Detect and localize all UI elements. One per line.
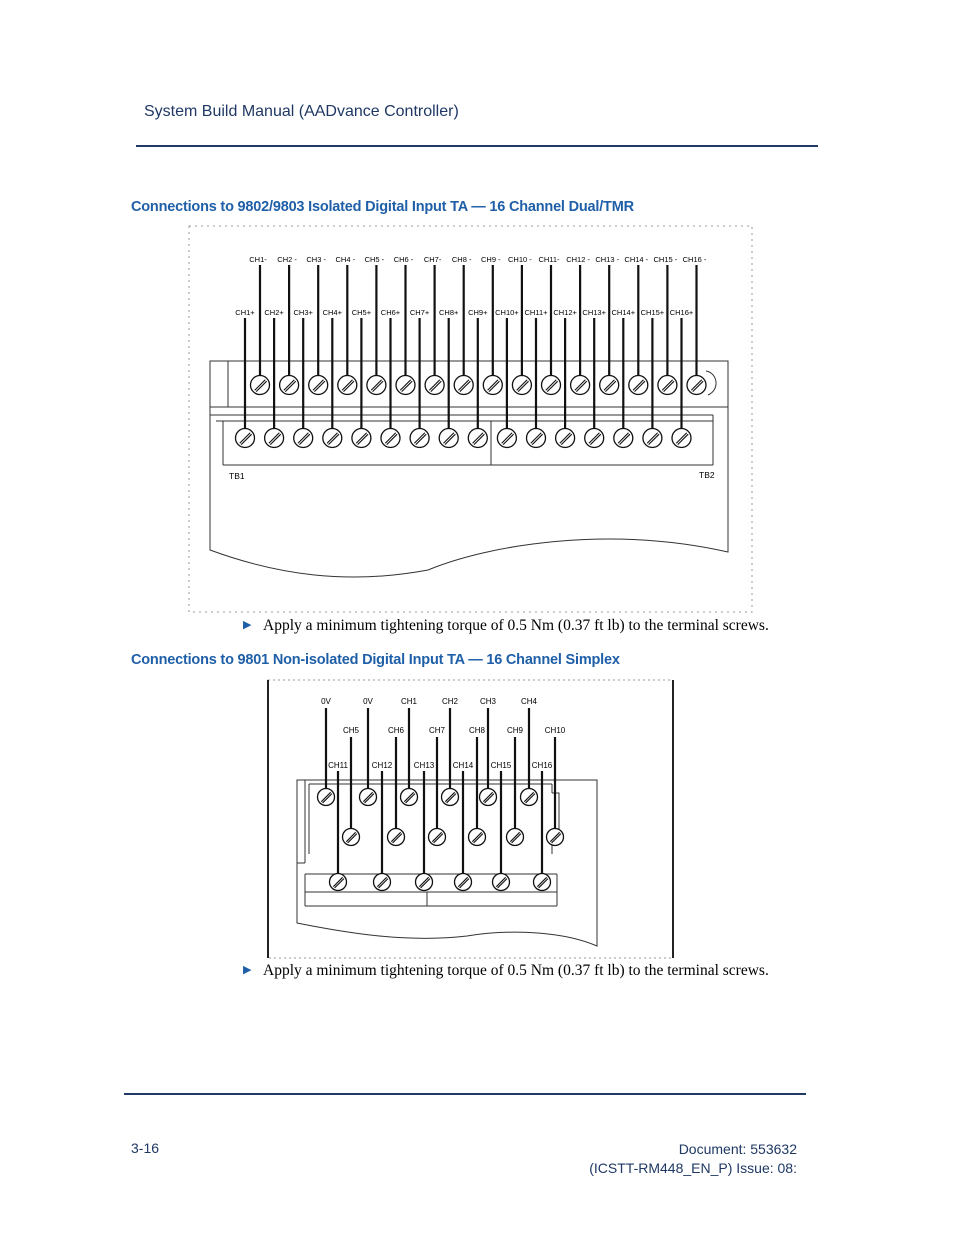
neg-channel-label: CH8 -	[451, 255, 472, 264]
pos-channel-label: CH7+	[409, 308, 430, 317]
terminal-screw	[521, 789, 538, 806]
pos-channel-label: CH8+	[439, 308, 459, 317]
channel-label: CH15	[490, 761, 512, 770]
terminal-screw	[614, 429, 633, 448]
neg-channel-label: CH1-	[249, 255, 267, 264]
terminal-screw	[374, 874, 391, 891]
terminal-screw	[330, 874, 347, 891]
terminal-screw	[367, 376, 386, 395]
channel-label: CH2	[441, 697, 459, 706]
torque-note-1-text: Apply a minimum tightening torque of 0.5 Nm (0.37 ft lb) to the terminal screws.	[263, 617, 769, 634]
terminal-screw	[512, 376, 531, 395]
terminal-screw	[493, 874, 510, 891]
pos-channel-label: CH2+	[264, 308, 284, 317]
wiring-diagram-dual-tmr	[188, 225, 754, 615]
channel-label: CH16	[531, 761, 553, 770]
pos-channel-label: CH12+	[553, 308, 577, 317]
torque-note-2	[243, 962, 769, 980]
neg-channel-label: CH5 -	[364, 255, 385, 264]
torque-note-1	[243, 617, 769, 635]
channel-label: CH3	[479, 697, 497, 706]
pos-channel-label: CH14+	[611, 308, 636, 317]
terminal-screw	[439, 429, 458, 448]
terminal-screw	[401, 789, 418, 806]
neg-channel-label: CH9 -	[481, 255, 501, 264]
pos-channel-label: CH10+	[495, 308, 519, 317]
terminal-screw	[571, 376, 590, 395]
terminal-screw	[497, 429, 516, 448]
channel-label: CH12	[371, 761, 393, 770]
terminal-screw	[442, 789, 459, 806]
pos-channel-label: CH3+	[293, 308, 313, 317]
pos-channel-label: CH15+	[640, 308, 665, 317]
terminal-screw	[527, 429, 546, 448]
document-issue: (ICSTT-RM448_EN_P) Issue: 08:	[589, 1160, 797, 1176]
channel-label: CH9	[506, 726, 524, 735]
pos-channel-label: CH1+	[235, 308, 255, 317]
torque-note-2-text: Apply a minimum tightening torque of 0.5 Nm (0.37 ft lb) to the terminal screws.	[263, 962, 769, 979]
terminal-screw	[687, 376, 706, 395]
neg-channel-label: CH14 -	[624, 255, 649, 264]
channel-label: 0V	[363, 697, 373, 706]
terminal-screw	[542, 376, 561, 395]
terminal-screw	[534, 874, 551, 891]
pos-channel-label: CH16+	[669, 308, 694, 317]
terminal-screw	[469, 829, 486, 846]
neg-channel-label: CH6 -	[393, 255, 414, 264]
channel-label: 0V	[321, 697, 331, 706]
tb1-label: TB1	[229, 471, 245, 481]
channel-label: CH10	[544, 726, 566, 735]
terminal-screw	[318, 789, 335, 806]
terminal-screw	[507, 829, 524, 846]
terminal-screw	[454, 376, 473, 395]
terminal-screw	[416, 874, 433, 891]
terminal-screw	[600, 376, 619, 395]
terminal-screw	[629, 376, 648, 395]
neg-channel-label: CH2 -	[277, 255, 297, 264]
pos-channel-label: CH5+	[351, 308, 372, 317]
section-heading-dual-tmr: Connections to 9802/9803 Isolated Digital Input TA — 16 Channel Dual/TMR	[131, 199, 634, 215]
pos-channel-label: CH11+	[524, 308, 548, 317]
document-reference	[589, 1140, 797, 1178]
terminal-screw	[280, 376, 299, 395]
tb2-label: TB2	[699, 470, 715, 480]
terminal-screw	[585, 429, 604, 448]
neg-channel-label: CH4 -	[335, 255, 356, 264]
section-heading-simplex: Connections to 9801 Non-isolated Digital Input TA — 16 Channel Simplex	[131, 652, 620, 668]
terminal-screw	[338, 376, 357, 395]
pos-channel-label: CH13+	[582, 308, 606, 317]
channel-label: CH5	[342, 726, 360, 735]
running-header: System Build Manual (AADvance Controller)	[144, 103, 459, 120]
terminal-screw	[483, 376, 502, 395]
pos-channel-label: CH6+	[380, 308, 401, 317]
bullet-arrow-icon: ▶	[243, 619, 252, 631]
terminal-screw	[658, 376, 677, 395]
document-number: Document: 553632	[678, 1141, 797, 1157]
neg-channel-label: CH13 -	[595, 255, 620, 264]
terminal-screw	[643, 429, 662, 448]
neg-channel-label: CH16 -	[682, 255, 707, 264]
terminal-screw	[556, 429, 575, 448]
pos-channel-label: CH9+	[468, 308, 488, 317]
terminal-screw	[388, 829, 405, 846]
channel-label: CH6	[387, 726, 405, 735]
terminal-screw	[294, 429, 313, 448]
neg-channel-label: CH7-	[423, 255, 442, 264]
neg-channel-label: CH3 -	[306, 255, 326, 264]
channel-label: CH8	[468, 726, 486, 735]
terminal-screw	[429, 829, 446, 846]
neg-channel-label: CH11-	[538, 255, 560, 264]
terminal-screw	[672, 429, 691, 448]
channel-label: CH1	[400, 697, 418, 706]
terminal-screw	[265, 429, 284, 448]
terminal-screw	[468, 429, 487, 448]
wiring-diagram-simplex	[267, 678, 675, 961]
terminal-screw	[251, 376, 270, 395]
terminal-screw	[309, 376, 328, 395]
terminal-screw	[343, 829, 360, 846]
footer-rule	[124, 1093, 806, 1095]
neg-channel-label: CH12 -	[566, 255, 590, 264]
bullet-arrow-icon: ▶	[243, 964, 252, 976]
neg-channel-label: CH15 -	[653, 255, 678, 264]
channel-label: CH11	[328, 761, 348, 770]
terminal-screw	[547, 829, 564, 846]
channel-label: CH7	[428, 726, 446, 735]
terminal-screw	[236, 429, 255, 448]
terminal-screw	[396, 376, 415, 395]
terminal-screw	[480, 789, 497, 806]
terminal-screw	[323, 429, 342, 448]
channel-label: CH13	[413, 761, 435, 770]
neg-channel-label: CH10 -	[508, 255, 532, 264]
page-number: 3-16	[131, 1140, 160, 1156]
terminal-screw	[425, 376, 444, 395]
terminal-screw	[360, 789, 377, 806]
channel-label: CH4	[520, 697, 538, 706]
terminal-screw	[352, 429, 371, 448]
channel-label: CH14	[452, 761, 474, 770]
terminal-screw	[455, 874, 472, 891]
header-rule	[136, 145, 818, 147]
pos-channel-label: CH4+	[322, 308, 342, 317]
terminal-screw	[381, 429, 400, 448]
terminal-screw	[410, 429, 429, 448]
